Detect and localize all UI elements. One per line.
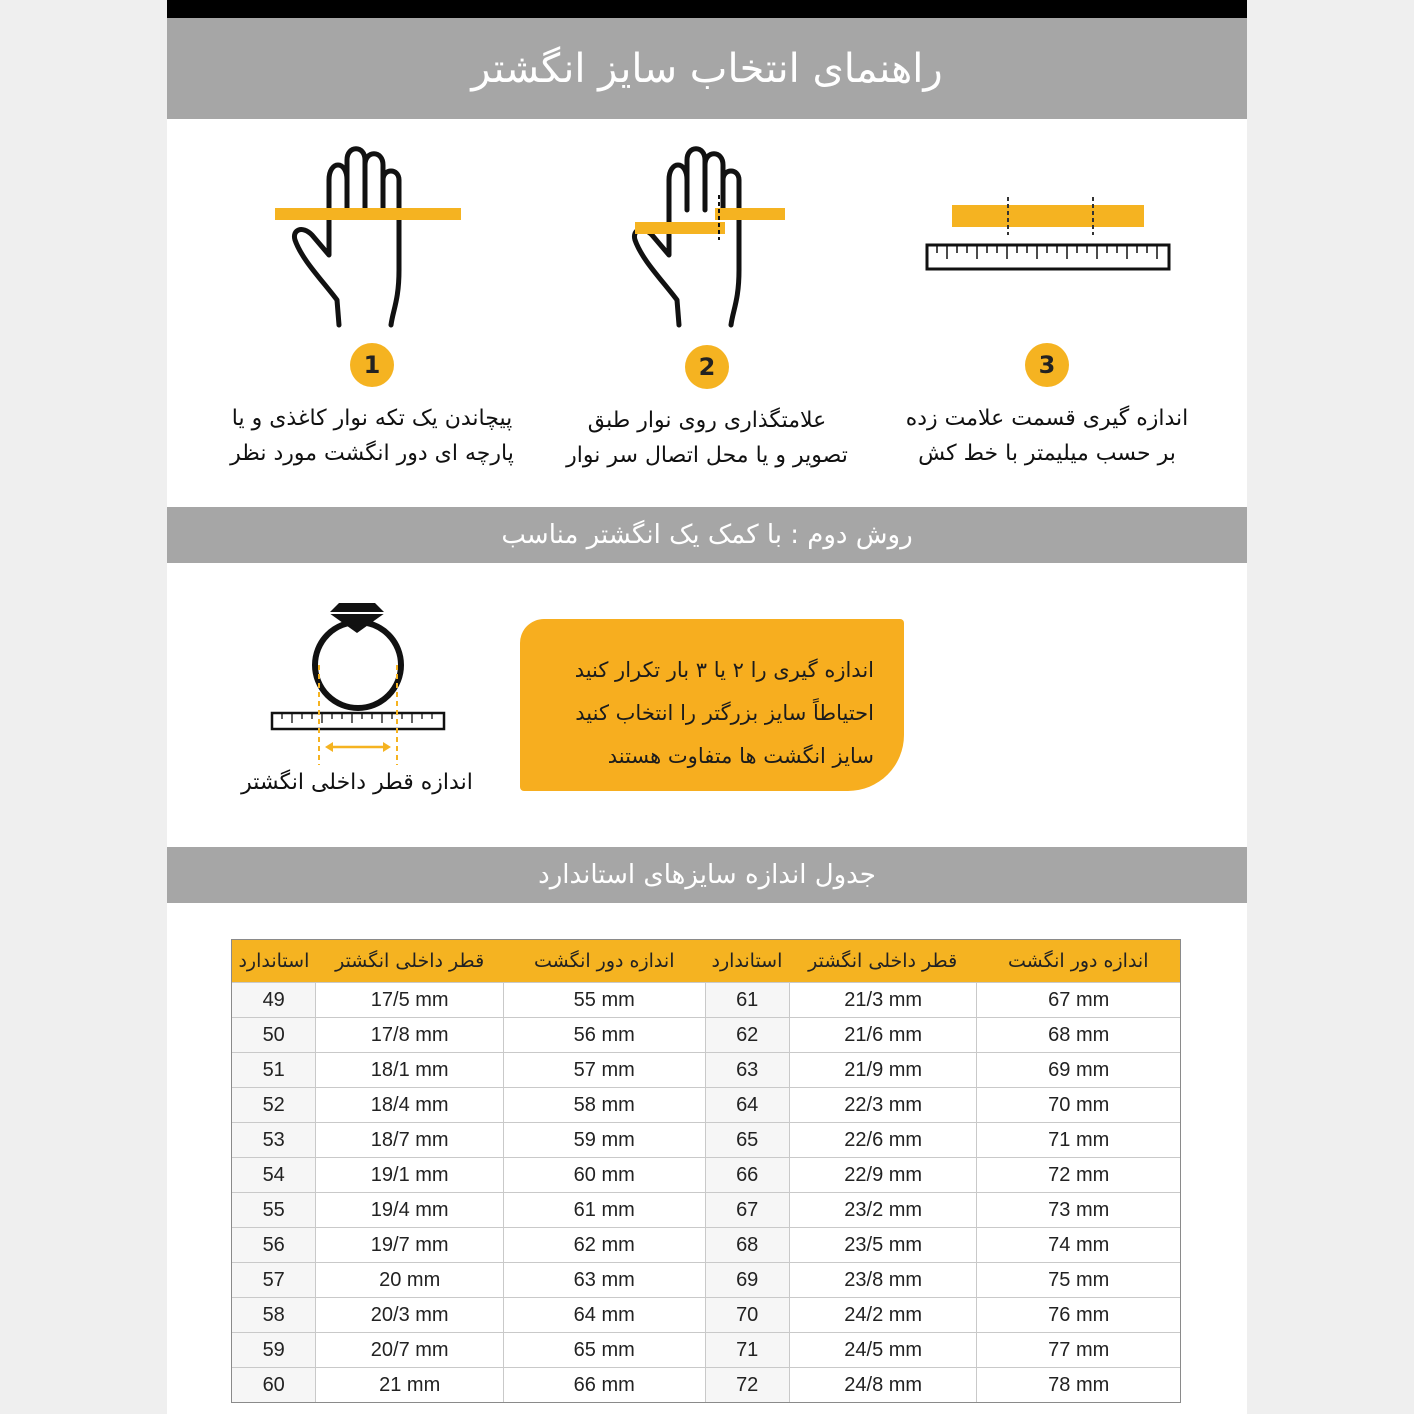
table-row: [232, 1017, 1180, 1052]
cell-inner-diameter: 18/4 mm: [316, 1088, 504, 1122]
cell-standard: 60: [232, 1368, 316, 1402]
cell-circumference: 58 mm: [504, 1088, 706, 1122]
cell-standard: 62: [706, 1018, 790, 1052]
cell-circumference: 71 mm: [1048, 1128, 1110, 1151]
step-2: [557, 345, 857, 473]
cell-standard: 55: [232, 1193, 316, 1227]
table-row: [232, 1192, 1180, 1227]
tips-box: [520, 619, 904, 791]
step-1-line-1: پیچاندن یک تکه نوار کاغذی و یا: [231, 406, 513, 431]
cell-circumference: 72 mm: [1048, 1163, 1110, 1186]
cell-circumference: 63 mm: [504, 1263, 706, 1297]
table-row: [232, 1297, 1180, 1332]
cell-inner-diameter: 22/6 mm: [790, 1123, 978, 1157]
table-row: [232, 1087, 1180, 1122]
cell-standard: 72: [706, 1368, 790, 1402]
hand-mark-icon: [607, 140, 817, 330]
cell-circumference: 74 mm: [1048, 1233, 1110, 1256]
cell-standard: 64: [706, 1088, 790, 1122]
step-3-line-2: بر حسب میلیمتر با خط کش: [918, 441, 1176, 466]
cell-standard: 71: [706, 1333, 790, 1367]
cell-inner-diameter: 21 mm: [316, 1368, 504, 1402]
cell-standard: 59: [232, 1333, 316, 1367]
table-row: [232, 1052, 1180, 1087]
cell-standard: 70: [706, 1298, 790, 1332]
header-circumference: اندازه دور انگشت: [533, 950, 675, 972]
cell-circumference: 67 mm: [1048, 988, 1110, 1011]
cell-circumference: 64 mm: [504, 1298, 706, 1332]
cell-standard: 51: [232, 1053, 316, 1087]
cell-standard: 67: [706, 1193, 790, 1227]
cell-inner-diameter: 21/9 mm: [790, 1053, 978, 1087]
cell-inner-diameter: 21/3 mm: [790, 983, 978, 1017]
table-row: [232, 1157, 1180, 1192]
cell-inner-diameter: 18/7 mm: [316, 1123, 504, 1157]
table-row: [232, 1262, 1180, 1297]
method-2-heading: روش دوم : با کمک یک انگشتر مناسب: [167, 507, 1247, 563]
cell-inner-diameter: 19/4 mm: [316, 1193, 504, 1227]
cell-inner-diameter: 20/7 mm: [316, 1333, 504, 1367]
cell-circumference: 69 mm: [1048, 1058, 1110, 1081]
cell-standard: 63: [706, 1053, 790, 1087]
hand-wrap-icon: [267, 140, 477, 330]
step-3-number: 3: [1025, 343, 1069, 387]
cell-standard: 56: [232, 1228, 316, 1262]
table-row: [232, 1332, 1180, 1367]
cell-standard: 53: [232, 1123, 316, 1157]
step-1-number: 1: [350, 343, 394, 387]
cell-circumference: 55 mm: [504, 983, 706, 1017]
step-1: [212, 343, 532, 471]
step-2-number: 2: [685, 345, 729, 389]
cell-inner-diameter: 23/8 mm: [790, 1263, 978, 1297]
cell-inner-diameter: 17/8 mm: [316, 1018, 504, 1052]
table-row: [232, 1227, 1180, 1262]
cell-circumference: 57 mm: [504, 1053, 706, 1087]
cell-circumference: 66 mm: [504, 1368, 706, 1402]
tip-1: اندازه گیری را ۲ یا ۳ بار تکرار کنید: [574, 658, 874, 682]
cell-circumference: 75 mm: [1048, 1268, 1110, 1291]
cell-circumference: 65 mm: [504, 1333, 706, 1367]
cell-circumference: 60 mm: [504, 1158, 706, 1192]
cell-circumference: 68 mm: [1048, 1023, 1110, 1046]
cell-inner-diameter: 22/3 mm: [790, 1088, 978, 1122]
cell-inner-diameter: 19/7 mm: [316, 1228, 504, 1262]
cell-standard: 65: [706, 1123, 790, 1157]
cell-inner-diameter: 20 mm: [316, 1263, 504, 1297]
size-table-heading: جدول اندازه سایزهای استاندارد: [167, 847, 1247, 903]
ring-size-guide: [167, 0, 1247, 1414]
cell-inner-diameter: 21/6 mm: [790, 1018, 978, 1052]
table-row: [232, 982, 1180, 1017]
cell-inner-diameter: 18/1 mm: [316, 1053, 504, 1087]
cell-standard: 61: [706, 983, 790, 1017]
cell-circumference: 62 mm: [504, 1228, 706, 1262]
cell-inner-diameter: 22/9 mm: [790, 1158, 978, 1192]
tip-2: احتیاطاً سایز بزرگتر را انتخاب کنید: [575, 701, 874, 725]
table-body: [232, 982, 1180, 1402]
tip-3: سایز انگشت ها متفاوت هستند: [607, 744, 874, 768]
header-circumference: اندازه دور انگشت: [1007, 950, 1149, 972]
header-inner-diameter: قطر داخلی انگشتر: [335, 950, 485, 972]
ruler-measure-icon: [922, 195, 1182, 280]
cell-standard: 49: [232, 983, 316, 1017]
table-header: [232, 940, 1180, 982]
cell-circumference: 70 mm: [1048, 1093, 1110, 1116]
cell-standard: 52: [232, 1088, 316, 1122]
header-standard: استاندارد: [711, 950, 783, 972]
cell-inner-diameter: 24/5 mm: [790, 1333, 978, 1367]
cell-standard: 66: [706, 1158, 790, 1192]
cell-inner-diameter: 20/3 mm: [316, 1298, 504, 1332]
cell-circumference: 78 mm: [1048, 1373, 1110, 1396]
header-standard: استاندارد: [238, 950, 310, 972]
cell-circumference: 59 mm: [504, 1123, 706, 1157]
ring-inner-diameter-label: اندازه قطر داخلی انگشتر: [241, 770, 473, 795]
cell-circumference: 56 mm: [504, 1018, 706, 1052]
table-row: [232, 1367, 1180, 1402]
step-3: [887, 343, 1207, 471]
cell-standard: 58: [232, 1298, 316, 1332]
cell-circumference: 76 mm: [1048, 1303, 1110, 1326]
size-table: [231, 939, 1181, 1403]
cell-circumference: 73 mm: [1048, 1198, 1110, 1221]
cell-circumference: 77 mm: [1048, 1338, 1110, 1361]
cell-standard: 54: [232, 1158, 316, 1192]
page-title: راهنمای انتخاب سایز انگشتر: [167, 18, 1247, 119]
step-2-line-2: تصویر و یا محل اتصال سر نوار: [566, 443, 848, 468]
cell-standard: 50: [232, 1018, 316, 1052]
ring-icon: [267, 595, 452, 775]
cell-inner-diameter: 24/2 mm: [790, 1298, 978, 1332]
header-inner-diameter: قطر داخلی انگشتر: [808, 950, 958, 972]
table-row: [232, 1122, 1180, 1157]
cell-standard: 57: [232, 1263, 316, 1297]
cell-inner-diameter: 17/5 mm: [316, 983, 504, 1017]
cell-inner-diameter: 23/5 mm: [790, 1228, 978, 1262]
cell-standard: 69: [706, 1263, 790, 1297]
step-2-line-1: علامتگذاری روی نوار طبق: [587, 408, 827, 433]
cell-inner-diameter: 19/1 mm: [316, 1158, 504, 1192]
cell-circumference: 61 mm: [504, 1193, 706, 1227]
top-black-bar: [167, 0, 1247, 18]
cell-standard: 68: [706, 1228, 790, 1262]
cell-inner-diameter: 23/2 mm: [790, 1193, 978, 1227]
step-3-line-1: اندازه گیری قسمت علامت زده: [905, 406, 1189, 431]
step-1-line-2: پارچه ای دور انگشت مورد نظر: [230, 441, 514, 466]
cell-inner-diameter: 24/8 mm: [790, 1368, 978, 1402]
